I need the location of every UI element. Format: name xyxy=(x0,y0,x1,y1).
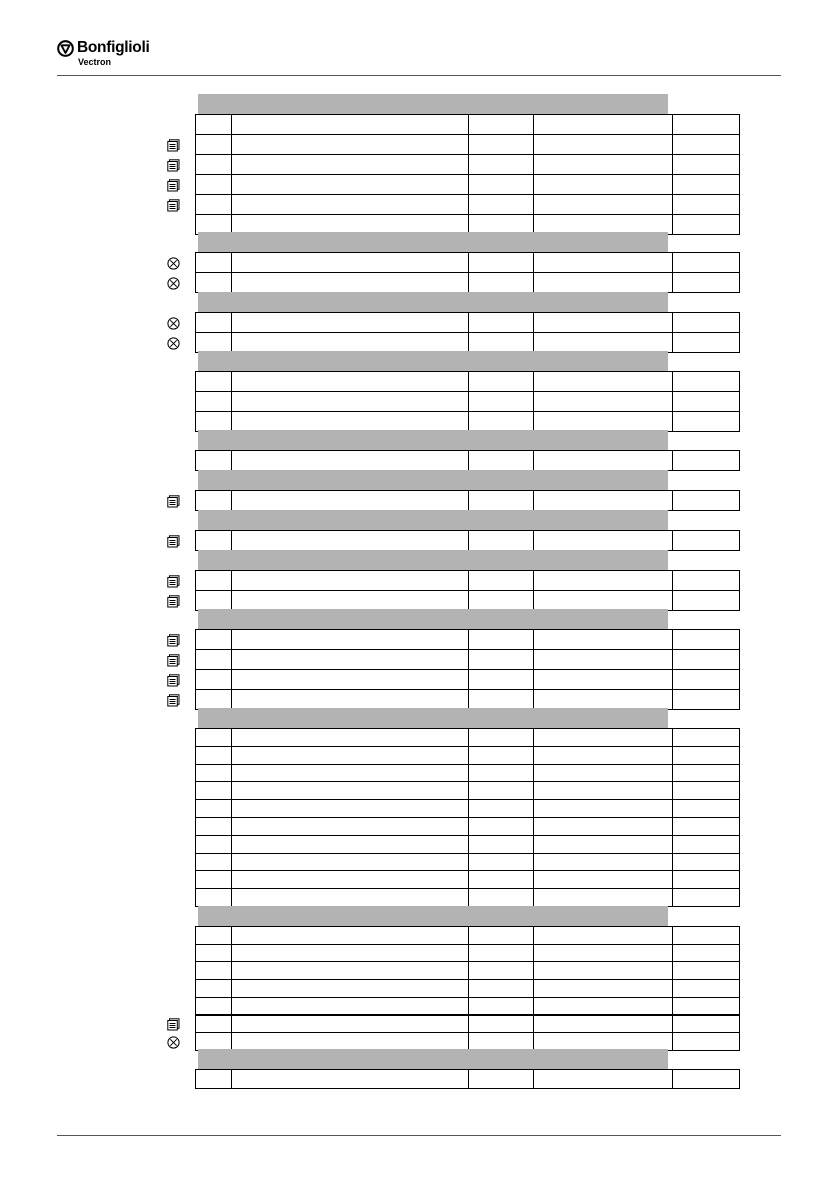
table-cell xyxy=(468,175,469,194)
table-cell xyxy=(672,818,673,835)
table-row xyxy=(195,997,740,1016)
table-cell xyxy=(231,630,232,649)
table-cell xyxy=(231,650,232,669)
table-cell xyxy=(672,889,673,906)
table-cell xyxy=(231,591,232,610)
table-cell xyxy=(533,1016,534,1033)
table-cell xyxy=(672,1016,673,1033)
table-cell xyxy=(231,253,232,272)
table-cell xyxy=(672,372,673,391)
table-cell xyxy=(672,273,673,292)
table-cell xyxy=(672,927,673,944)
table-cell xyxy=(533,765,534,782)
not-available-icon xyxy=(167,1036,180,1049)
table-cell xyxy=(231,313,232,332)
table-cell xyxy=(231,945,232,962)
sub-brand-name: Vectron xyxy=(78,57,112,67)
table-cell xyxy=(231,980,232,997)
table-cell xyxy=(231,175,232,194)
table-cell xyxy=(231,273,232,292)
table-cell xyxy=(231,927,232,944)
table-row xyxy=(195,530,740,551)
table-row xyxy=(195,764,740,783)
not-available-icon xyxy=(167,317,180,330)
table-cell xyxy=(231,333,232,352)
table-cell xyxy=(231,491,232,510)
table-cell xyxy=(672,253,673,272)
table-row xyxy=(195,391,740,412)
table-cell xyxy=(672,650,673,669)
table-row xyxy=(195,114,740,135)
table-cell xyxy=(672,836,673,853)
table-cell xyxy=(672,980,673,997)
table-cell xyxy=(468,412,469,431)
group-header xyxy=(198,351,668,371)
table-cell xyxy=(672,630,673,649)
table-cell xyxy=(672,1070,673,1088)
table-cell xyxy=(468,871,469,888)
table-cell xyxy=(533,836,534,853)
table-cell xyxy=(533,630,534,649)
table-row xyxy=(195,870,740,889)
parameter-set-icon xyxy=(167,634,180,647)
table-cell xyxy=(468,765,469,782)
table-cell xyxy=(533,998,534,1015)
table-cell xyxy=(468,491,469,510)
table-cell xyxy=(672,531,673,550)
table-cell xyxy=(533,854,534,871)
table-row xyxy=(195,1015,740,1034)
group-header xyxy=(198,906,668,926)
table-cell xyxy=(468,854,469,871)
table-cell xyxy=(672,747,673,764)
table-cell xyxy=(468,1070,469,1088)
table-row xyxy=(195,649,740,670)
table-cell xyxy=(468,591,469,610)
table-cell xyxy=(468,800,469,817)
footer-divider xyxy=(57,1135,781,1136)
table-cell xyxy=(468,333,469,352)
table-cell xyxy=(533,333,534,352)
table-cell xyxy=(533,818,534,835)
table-cell xyxy=(468,571,469,590)
table-cell xyxy=(231,836,232,853)
table-cell xyxy=(231,195,232,214)
table-cell xyxy=(468,155,469,174)
table-cell xyxy=(533,591,534,610)
table-row xyxy=(195,944,740,963)
table-row xyxy=(195,174,740,195)
table-cell xyxy=(533,135,534,154)
table-cell xyxy=(231,670,232,689)
table-cell xyxy=(672,155,673,174)
table-cell xyxy=(672,313,673,332)
table-cell xyxy=(468,630,469,649)
group-header xyxy=(198,708,668,728)
table-cell xyxy=(468,1016,469,1033)
table-row xyxy=(195,411,740,432)
parameter-set-icon xyxy=(167,694,180,707)
table-cell xyxy=(468,818,469,835)
table-cell xyxy=(231,1016,232,1033)
table-cell xyxy=(468,273,469,292)
table-cell xyxy=(533,392,534,411)
table-cell xyxy=(533,889,534,906)
group-header xyxy=(198,232,668,252)
table-cell xyxy=(672,135,673,154)
table-cell xyxy=(672,729,673,746)
table-cell xyxy=(533,412,534,431)
table-cell xyxy=(231,765,232,782)
table-cell xyxy=(231,1070,232,1088)
table-cell xyxy=(468,945,469,962)
table-cell xyxy=(231,392,232,411)
table-cell xyxy=(468,690,469,709)
table-cell xyxy=(672,195,673,214)
table-cell xyxy=(468,729,469,746)
table-cell xyxy=(468,1033,469,1050)
table-cell xyxy=(231,800,232,817)
table-row xyxy=(195,272,740,293)
table-cell xyxy=(672,115,673,134)
table-cell xyxy=(468,253,469,272)
table-cell xyxy=(672,962,673,979)
table-row xyxy=(195,888,740,907)
table-cell xyxy=(231,962,232,979)
table-cell xyxy=(231,155,232,174)
table-cell xyxy=(468,372,469,391)
table-cell xyxy=(533,571,534,590)
table-row xyxy=(195,252,740,273)
table-cell xyxy=(231,871,232,888)
table-cell xyxy=(468,927,469,944)
group-header xyxy=(198,1049,668,1069)
table-cell xyxy=(231,729,232,746)
table-row xyxy=(195,979,740,998)
table-cell xyxy=(231,372,232,391)
table-cell xyxy=(468,531,469,550)
table-cell xyxy=(231,115,232,134)
table-cell xyxy=(468,650,469,669)
table-cell xyxy=(533,800,534,817)
table-cell xyxy=(468,195,469,214)
table-row xyxy=(195,332,740,353)
table-cell xyxy=(533,650,534,669)
group-header xyxy=(198,430,668,450)
table-cell xyxy=(533,273,534,292)
table-cell xyxy=(231,135,232,154)
table-cell xyxy=(672,451,673,470)
table-row xyxy=(195,728,740,747)
table-row xyxy=(195,799,740,818)
brand-name: Bonfiglioli xyxy=(77,39,150,56)
group-header xyxy=(198,609,668,629)
parameter-set-icon xyxy=(167,179,180,192)
table-cell xyxy=(533,729,534,746)
table-cell xyxy=(672,175,673,194)
table-row xyxy=(195,689,740,710)
table-cell xyxy=(468,782,469,799)
table-row xyxy=(195,853,740,872)
table-row xyxy=(195,371,740,392)
table-cell xyxy=(533,690,534,709)
table-cell xyxy=(231,889,232,906)
table-cell xyxy=(468,998,469,1015)
table-cell xyxy=(533,372,534,391)
parameter-set-icon xyxy=(167,674,180,687)
table-cell xyxy=(533,491,534,510)
table-cell xyxy=(533,782,534,799)
table-cell xyxy=(533,945,534,962)
table-cell xyxy=(672,392,673,411)
table-cell xyxy=(672,765,673,782)
table-cell xyxy=(672,871,673,888)
table-cell xyxy=(533,962,534,979)
table-cell xyxy=(533,747,534,764)
table-cell xyxy=(672,945,673,962)
table-cell xyxy=(468,392,469,411)
table-cell xyxy=(231,1033,232,1050)
table-row xyxy=(195,570,740,591)
table-cell xyxy=(672,591,673,610)
table-cell xyxy=(231,782,232,799)
group-header xyxy=(198,550,668,570)
table-cell xyxy=(533,927,534,944)
parameter-set-icon xyxy=(167,535,180,548)
table-cell xyxy=(533,871,534,888)
table-cell xyxy=(231,531,232,550)
table-cell xyxy=(468,836,469,853)
table-row xyxy=(195,450,740,471)
table-cell xyxy=(231,451,232,470)
parameter-set-icon xyxy=(167,159,180,172)
table-row xyxy=(195,1069,740,1089)
table-cell xyxy=(533,115,534,134)
group-header xyxy=(198,510,668,530)
table-row xyxy=(195,926,740,945)
table-cell xyxy=(468,135,469,154)
group-header xyxy=(198,292,668,312)
table-row xyxy=(195,746,740,765)
table-cell xyxy=(231,690,232,709)
table-row xyxy=(195,154,740,175)
parameter-set-icon xyxy=(167,199,180,212)
table-row xyxy=(195,134,740,155)
table-cell xyxy=(672,782,673,799)
table-row xyxy=(195,312,740,333)
table-row xyxy=(195,781,740,800)
table-cell xyxy=(533,980,534,997)
table-cell xyxy=(672,1033,673,1050)
not-available-icon xyxy=(167,257,180,270)
table-cell xyxy=(231,747,232,764)
table-cell xyxy=(468,313,469,332)
table-cell xyxy=(468,962,469,979)
table-cell xyxy=(672,854,673,871)
table-cell xyxy=(468,747,469,764)
parameter-set-icon xyxy=(167,1018,180,1031)
table-cell xyxy=(231,412,232,431)
table-cell xyxy=(468,889,469,906)
table-cell xyxy=(533,313,534,332)
table-cell xyxy=(672,690,673,709)
table-cell xyxy=(672,491,673,510)
table-row xyxy=(195,961,740,980)
table-cell xyxy=(533,451,534,470)
table-cell xyxy=(231,998,232,1015)
table-cell xyxy=(468,115,469,134)
table-cell xyxy=(672,215,673,234)
not-available-icon xyxy=(167,337,180,350)
table-cell xyxy=(672,670,673,689)
table-cell xyxy=(533,175,534,194)
table-cell xyxy=(533,253,534,272)
table-cell xyxy=(672,800,673,817)
table-cell xyxy=(533,670,534,689)
parameter-set-icon xyxy=(167,595,180,608)
table-cell xyxy=(533,195,534,214)
table-row xyxy=(195,669,740,690)
table-cell xyxy=(672,998,673,1015)
table-cell xyxy=(468,980,469,997)
not-available-icon xyxy=(167,277,180,290)
table-cell xyxy=(231,818,232,835)
table-cell xyxy=(533,531,534,550)
table-row xyxy=(195,835,740,854)
table-row xyxy=(195,817,740,836)
table-cell xyxy=(231,571,232,590)
table-cell xyxy=(533,1070,534,1088)
table-cell xyxy=(672,571,673,590)
table-cell xyxy=(468,451,469,470)
parameter-set-icon xyxy=(167,495,180,508)
table-row xyxy=(195,490,740,511)
table-cell xyxy=(672,333,673,352)
table-row xyxy=(195,590,740,611)
parameter-set-icon xyxy=(167,575,180,588)
group-header xyxy=(198,94,668,114)
parameter-set-icon xyxy=(167,654,180,667)
table-cell xyxy=(231,854,232,871)
table-cell xyxy=(533,1033,534,1050)
group-header xyxy=(198,470,668,490)
table-cell xyxy=(533,155,534,174)
table-cell xyxy=(672,412,673,431)
table-row xyxy=(195,194,740,215)
table-cell xyxy=(468,670,469,689)
parameter-set-icon xyxy=(167,139,180,152)
table-row xyxy=(195,629,740,650)
